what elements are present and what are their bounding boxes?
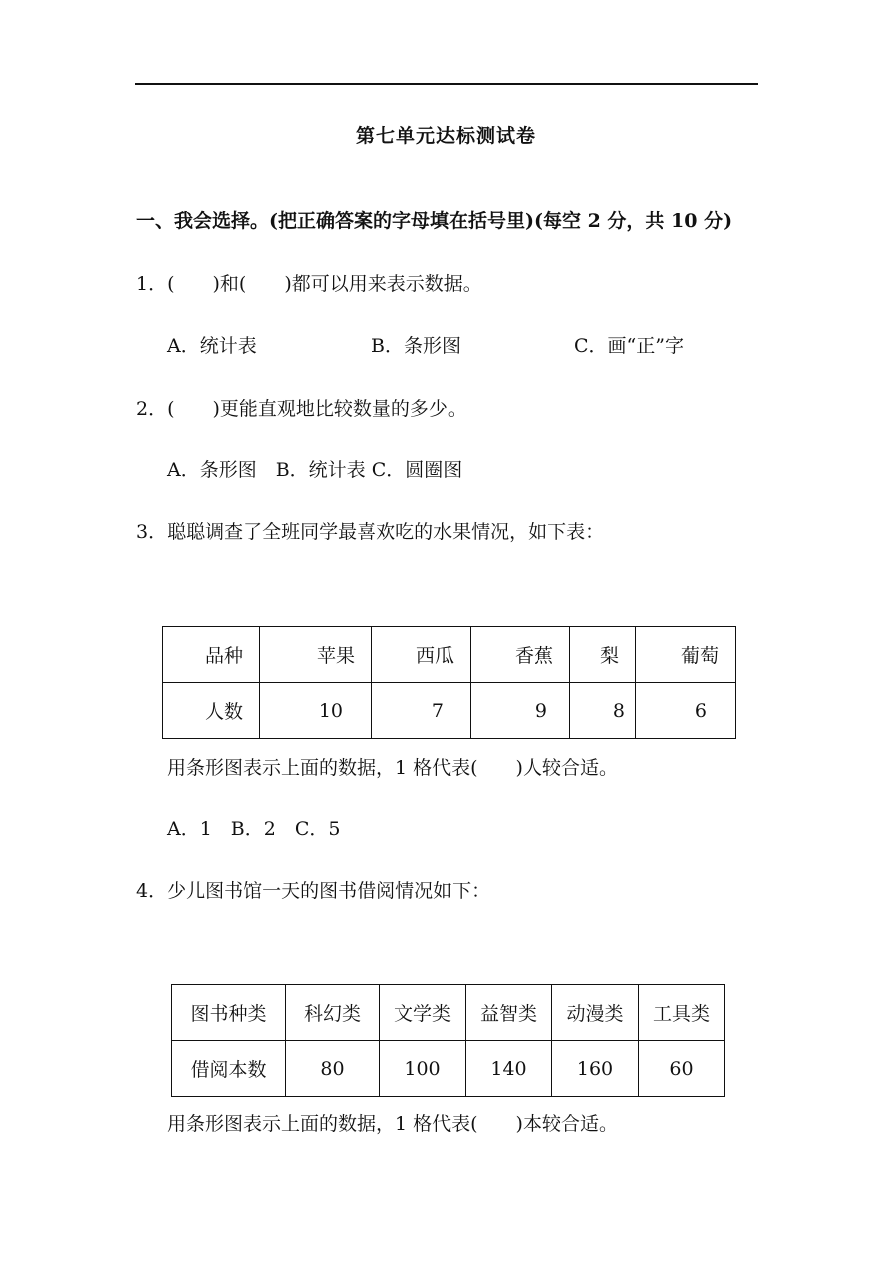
- library-table: [171, 984, 725, 1097]
- table-row: [172, 985, 725, 1041]
- question-4-stem: 4．少儿图书馆一天的图书借阅情况如下：: [136, 880, 491, 902]
- table-cell: 文学类: [380, 985, 466, 1041]
- table-cell: 100: [380, 1041, 466, 1097]
- table-cell: 6: [636, 683, 736, 739]
- question-1-stem: 1．( )和( )都可以用来表示数据。: [136, 273, 482, 295]
- question-2-options: A．条形图 B．统计表 C．圆圈图: [167, 459, 463, 481]
- table-cell: 动漫类: [552, 985, 639, 1041]
- header-rule: [135, 83, 758, 85]
- question-1-option-a: A．统计表: [167, 335, 257, 357]
- table-row: [163, 627, 736, 683]
- table-row: [172, 1041, 725, 1097]
- table-cell: 140: [466, 1041, 552, 1097]
- table-cell: 科幻类: [286, 985, 380, 1041]
- question-3-stem: 3．聪聪调查了全班同学最喜欢吃的水果情况，如下表：: [136, 521, 605, 543]
- table-cell: 60: [639, 1041, 725, 1097]
- question-4-prompt: 用条形图表示上面的数据，1 格代表( )本较合适。: [167, 1113, 618, 1135]
- question-3-prompt: 用条形图表示上面的数据，1 格代表( )人较合适。: [167, 757, 618, 779]
- table-cell: 工具类: [639, 985, 725, 1041]
- table-cell: 7: [372, 683, 471, 739]
- table-cell: 10: [260, 683, 372, 739]
- table-cell: 苹果: [260, 627, 372, 683]
- table-cell: 8: [570, 683, 636, 739]
- question-2-stem: 2．( )更能直观地比较数量的多少。: [136, 398, 467, 420]
- question-3-options: A．1 B．2 C．5: [167, 818, 341, 840]
- table-cell: 西瓜: [372, 627, 471, 683]
- section-heading: 一、我会选择。(把正确答案的字母填在括号里)(每空 2 分，共 10 分): [136, 210, 733, 232]
- table-cell: 160: [552, 1041, 639, 1097]
- page-title: 第七单元达标测试卷: [355, 125, 536, 147]
- table-cell: 品种: [163, 627, 260, 683]
- table-cell: 葡萄: [636, 627, 736, 683]
- table-cell: 益智类: [466, 985, 552, 1041]
- table-cell: 人数: [163, 683, 260, 739]
- table-cell: 梨: [570, 627, 636, 683]
- table-cell: 9: [471, 683, 570, 739]
- table-row: [163, 683, 736, 739]
- table-cell: 借阅本数: [172, 1041, 286, 1097]
- table-cell: 香蕉: [471, 627, 570, 683]
- question-1-option-c: C．画“正”字: [574, 335, 684, 357]
- fruit-table: [162, 626, 736, 739]
- question-1-option-b: B．条形图: [371, 335, 461, 357]
- table-cell: 图书种类: [172, 985, 286, 1041]
- table-cell: 80: [286, 1041, 380, 1097]
